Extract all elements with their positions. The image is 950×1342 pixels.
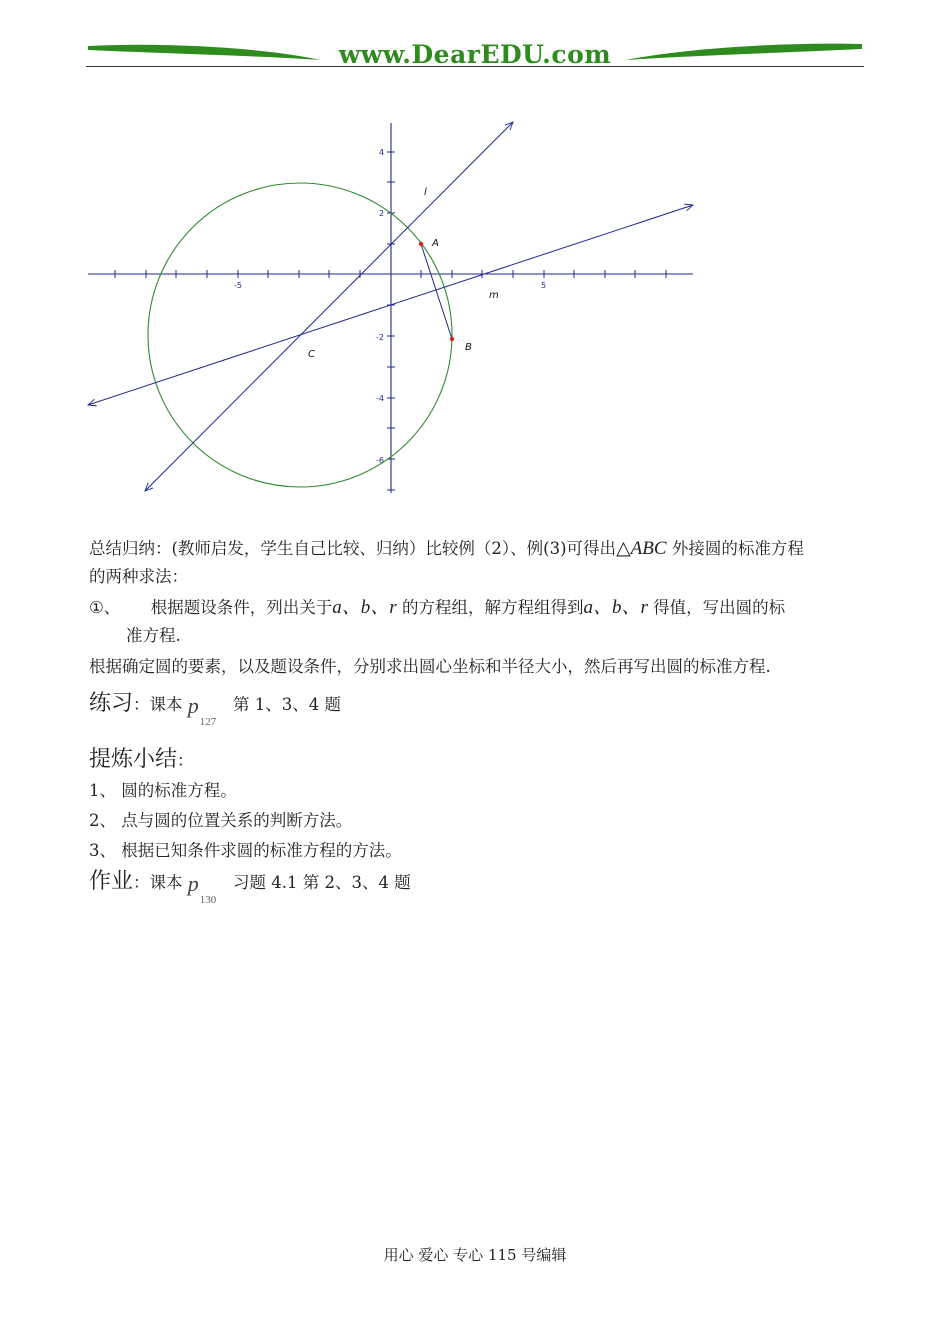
- summary2-colon: ：: [177, 751, 194, 770]
- point-a: [419, 242, 423, 246]
- y-tick-label-2: 2: [379, 209, 385, 218]
- practice-colon: ：课本: [133, 695, 183, 714]
- line-l: [145, 122, 513, 491]
- label-a: A: [432, 238, 439, 249]
- page-number: 127: [199, 715, 217, 728]
- vars-abr-2: a、b、r: [583, 597, 648, 618]
- homework-section: [89, 868, 864, 906]
- x-tick-label-5: 5: [541, 281, 547, 290]
- y-tick-label-4: 4: [379, 148, 385, 157]
- item1-text-c: 得值，写出圆的标: [653, 598, 786, 617]
- item-marker: ①、: [89, 598, 121, 617]
- homework-page-ref: [187, 870, 228, 906]
- coordinate-figure: [86, 115, 696, 504]
- page-number: 130: [199, 893, 217, 906]
- summary-line-1: [89, 535, 864, 563]
- method-item-1: [89, 594, 864, 622]
- vars-abr: a、b、r: [332, 597, 397, 618]
- summary-intro: 总结归纳：(教师启发，学生自己比较、归纳）比较例（2）、例(3)可得出: [89, 539, 617, 558]
- circle-diagram: [86, 115, 696, 500]
- label-b: B: [465, 342, 472, 353]
- summary-section: [89, 535, 864, 681]
- practice-section: [89, 690, 864, 728]
- practice-page-ref: [187, 692, 228, 728]
- summary-line1-tail: 外接圆的标准方程: [671, 539, 804, 558]
- y-tick-label-neg4: -4: [376, 394, 384, 403]
- summary2-heading: 提炼小结: [89, 747, 178, 772]
- y-tick-label-neg6: -6: [376, 456, 384, 465]
- header-rule: [86, 66, 864, 67]
- label-c: C: [308, 349, 315, 360]
- summary2-item: 2、 点与圆的位置关系的判断方法。: [89, 811, 353, 830]
- label-m: m: [489, 290, 499, 301]
- summary2-section: [89, 746, 864, 865]
- homework-colon: ：课本: [133, 873, 183, 892]
- summary2-item: 1、 圆的标准方程。: [89, 781, 237, 800]
- item1-text-a: 根据题设条件，列出关于: [150, 598, 333, 617]
- triangle-abc: △ABC: [616, 538, 667, 559]
- homework-heading: 作业: [89, 869, 134, 894]
- y-tick-label-neg2: -2: [376, 333, 384, 342]
- point-b: [450, 337, 454, 341]
- summary-line-2: 的两种求法：: [89, 567, 188, 586]
- site-name[interactable]: www.DearEDU.com: [338, 40, 612, 69]
- homework-tail: 习题 4.1 第 2、3、4 题: [233, 873, 411, 892]
- practice-tail: 第 1、3、4 题: [233, 695, 341, 714]
- page-footer: 用心 爱心 专心 115 号编辑: [383, 1246, 567, 1264]
- page-p: p: [187, 870, 199, 896]
- label-l: l: [424, 187, 427, 198]
- summary2-item: 3、 根据已知条件求圆的标准方程的方法。: [89, 841, 402, 860]
- page-p: p: [187, 692, 199, 718]
- method-item-2: 根据确定圆的要素，以及题设条件，分别求出圆心坐标和半径大小，然后再写出圆的标准方程.: [89, 657, 771, 676]
- practice-heading: 练习: [89, 691, 134, 716]
- method-item-1-cont: 准方程.: [126, 626, 181, 645]
- x-tick-label-neg5: -5: [234, 281, 242, 290]
- segment-ab: [421, 244, 452, 339]
- item1-text-b: 的方程组，解方程组得到: [401, 598, 584, 617]
